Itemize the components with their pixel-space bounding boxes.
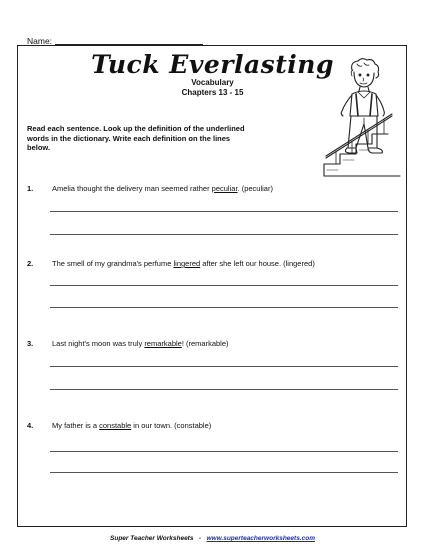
answer-line[interactable] xyxy=(50,366,398,367)
vocab-word: remarkable xyxy=(144,339,182,348)
answer-line[interactable] xyxy=(50,472,398,473)
question-text: Last night's moon was truly remarkable! (remarkable) xyxy=(52,339,229,348)
answer-line[interactable] xyxy=(50,451,398,452)
question-number: 4. xyxy=(27,421,34,430)
answer-line[interactable] xyxy=(50,389,398,390)
question-number: 1. xyxy=(27,184,34,193)
question-text: The smell of my grandma's perfume lingered after she left our house. (lingered) xyxy=(52,259,315,268)
answer-line[interactable] xyxy=(50,285,398,286)
vocab-word: constable xyxy=(99,421,132,430)
subtitle-vocabulary: Vocabulary xyxy=(191,78,234,87)
subtitle-chapters: Chapters 13 - 15 xyxy=(181,88,244,97)
footer-brand: Super Teacher Worksheets xyxy=(110,535,194,542)
question-text: Amelia thought the delivery man seemed rather peculiar. (peculiar) xyxy=(52,184,273,193)
footer-separator: - xyxy=(198,535,202,542)
instructions: Read each sentence. Look up the definition of the underlined words in the dictionary. Write each definition on the lines below. xyxy=(27,124,245,152)
question-text: My father is a constable in our town. (constable) xyxy=(52,421,212,430)
footer-url-link[interactable]: www.superteacherworksheets.com xyxy=(206,535,315,542)
answer-line[interactable] xyxy=(50,211,398,212)
answer-line[interactable] xyxy=(50,234,398,235)
name-label: Name: xyxy=(27,36,53,46)
vocab-word: lingered xyxy=(173,259,201,268)
footer xyxy=(0,535,425,542)
vocab-word: peculiar xyxy=(211,184,238,193)
question-number: 3. xyxy=(27,339,34,348)
boy-on-stairs-illustration xyxy=(322,58,402,178)
question-number: 2. xyxy=(27,259,34,268)
answer-line[interactable] xyxy=(50,307,398,308)
worksheet-title: Tuck Everlasting xyxy=(91,50,334,79)
